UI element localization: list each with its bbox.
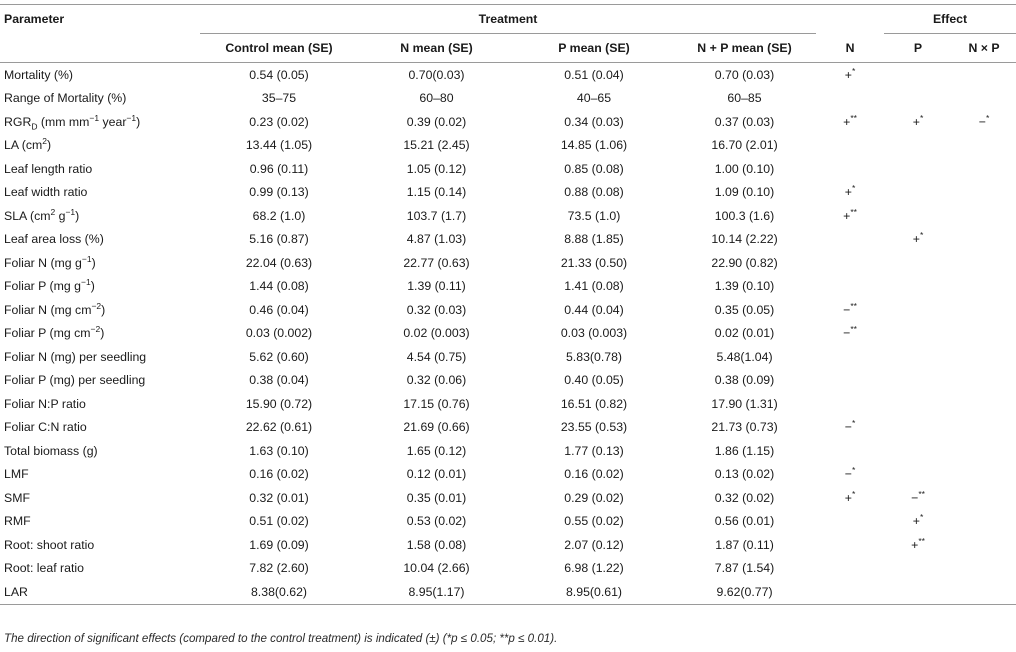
effect-p-header: P (884, 34, 952, 63)
effect-n-cell (816, 298, 884, 322)
np-value-cell: 1.87 (0.11) (715, 537, 774, 552)
control-value-cell: 1.44 (0.08) (249, 279, 309, 294)
table-row (0, 157, 1016, 181)
effect-np-cell (952, 439, 1016, 463)
p-value-cell: 0.44 (0.04) (564, 302, 624, 317)
n-value-cell: 0.70(0.03) (408, 67, 465, 82)
effect-sign: + (844, 185, 852, 200)
np-value-cell: 5.48(1.04) (716, 349, 773, 364)
effect-p-cell (884, 557, 952, 581)
effect-p-cell (884, 298, 952, 322)
np-value-cell: 0.56 (0.01) (714, 514, 775, 529)
control-value-cell: 8.38(0.62) (200, 580, 358, 604)
effect-np-cell (952, 204, 1016, 228)
parameter-header: Parameter (0, 5, 200, 34)
parameter-cell (0, 298, 200, 322)
parameter-text-part: LA (cm (4, 138, 43, 153)
effect-n-cell (816, 416, 884, 440)
parameter-text-part: ) (75, 208, 80, 223)
p-value-cell: 8.95(0.61) (515, 580, 673, 604)
control-value-cell: 1.69 (0.09) (249, 537, 309, 552)
control-value-cell: 0.46 (0.04) (249, 302, 309, 317)
effect-np-cell (952, 463, 1016, 487)
n-value-cell: 0.53 (0.02) (406, 514, 467, 529)
parameter-cell (0, 345, 200, 369)
n-value-cell: 1.05 (0.12) (406, 161, 467, 176)
parameter-cell (0, 486, 200, 510)
table-row (0, 298, 1016, 322)
table-row (0, 275, 1016, 299)
parameter-cell (0, 134, 200, 158)
table-row (0, 345, 1016, 369)
effect-p-cell (884, 439, 952, 463)
effect-n-cell (816, 463, 884, 487)
parameter-text-part: ) (100, 326, 105, 341)
p-value-cell: 0.55 (0.02) (564, 514, 624, 529)
effect-p-cell (884, 580, 952, 604)
p-value-cell: 1.41 (0.08) (564, 279, 624, 294)
n-value-cell: 60–80 (419, 91, 454, 106)
effect-p-cell (884, 392, 952, 416)
p-value-cell: 21.33 (0.50) (560, 255, 628, 270)
significance-mark: * (851, 183, 856, 194)
n-value-cell: 1.65 (0.12) (406, 443, 467, 458)
table-row (0, 439, 1016, 463)
parameter-text-part: Root: leaf ratio (4, 561, 84, 576)
effect-sign: − (843, 302, 851, 317)
significance-mark: ** (850, 324, 857, 335)
significance-mark: ** (918, 488, 925, 499)
control-value-cell: 0.03 (0.002) (245, 326, 313, 341)
effect-n-cell (816, 345, 884, 369)
effect-np-cell (952, 416, 1016, 440)
effect-n-cell (816, 134, 884, 158)
n-value-cell: 0.32 (0.06) (406, 373, 467, 388)
effect-sign: + (843, 208, 851, 223)
table-row (0, 416, 1016, 440)
effect-np-cell (952, 110, 1016, 134)
table-row (0, 251, 1016, 275)
p-value-cell: 0.03 (0.003) (560, 326, 628, 341)
parameter-text-part: g (55, 208, 66, 223)
parameter-cell (0, 463, 200, 487)
parameter-text-part: Foliar N (mg cm (4, 302, 92, 317)
np-value-cell: 1.86 (1.15) (714, 443, 775, 458)
p-mean-header: P mean (SE) (515, 34, 673, 63)
control-value-cell: 0.51 (0.02) (249, 514, 309, 529)
significance-mark: * (919, 512, 924, 523)
control-value-cell: 0.54 (0.05) (249, 67, 309, 82)
effect-p-cell (884, 486, 952, 510)
parameter-text-part: Total biomass (g) (4, 443, 98, 458)
control-value-cell: 0.23 (0.02) (249, 114, 309, 129)
parameter-cell (0, 63, 200, 87)
parameter-cell (0, 510, 200, 534)
parameter-text-part: SLA (cm (4, 208, 51, 223)
p-value-cell: 16.51 (0.82) (560, 396, 628, 411)
p-value-cell: 0.51 (0.04) (564, 67, 624, 82)
n-value-cell: 1.58 (0.08) (406, 537, 467, 552)
effect-sign: + (843, 114, 851, 129)
parameter-text-part: −1 (126, 112, 137, 123)
parameter-cell (0, 416, 200, 440)
effect-sign: + (844, 67, 852, 82)
control-value-cell: 1.63 (0.10) (249, 443, 309, 458)
effect-np-cell (952, 392, 1016, 416)
np-value-cell: 60–85 (727, 91, 762, 106)
effect-sign: − (843, 326, 851, 341)
parameter-text-part: Leaf length ratio (4, 161, 93, 176)
table-row (0, 63, 1016, 87)
effect-n-cell (816, 533, 884, 557)
parameter-cell (0, 439, 200, 463)
p-value-cell: 0.40 (0.05) (564, 373, 624, 388)
n-value-cell: 0.39 (0.02) (406, 114, 467, 129)
n-value-cell: 0.35 (0.01) (406, 490, 467, 505)
parameter-text-part: −1 (65, 206, 76, 217)
parameter-cell (0, 557, 200, 581)
effect-np-cell (952, 580, 1016, 604)
significance-mark: ** (850, 112, 857, 123)
p-value-cell: 23.55 (0.53) (560, 420, 628, 435)
effect-sign: − (844, 420, 852, 435)
parameter-cell (0, 580, 200, 604)
parameter-text-part: SMF (4, 490, 30, 505)
parameter-text-part: ) (91, 255, 96, 270)
parameter-text-part: Foliar P (mg) per seedling (4, 373, 146, 388)
table-row (0, 510, 1016, 534)
effect-p-cell (884, 322, 952, 346)
parameter-text-part: 2 (50, 206, 56, 217)
effect-np-cell (952, 510, 1016, 534)
table-row (0, 557, 1016, 581)
effect-p-cell (884, 251, 952, 275)
effect-n-cell (816, 369, 884, 393)
effect-np-cell (952, 63, 1016, 87)
control-value-cell: 68.2 (1.0) (252, 208, 306, 223)
parameter-cell (0, 181, 200, 205)
p-value-cell: 0.16 (0.02) (564, 467, 624, 482)
effect-np-cell (952, 275, 1016, 299)
effect-n-cell (816, 557, 884, 581)
effect-np-header: N × P (952, 34, 1016, 63)
parameter-text-part: (mm mm (37, 114, 90, 129)
control-value-cell: 0.16 (0.02) (249, 467, 309, 482)
effect-np-cell (952, 533, 1016, 557)
np-value-cell: 100.3 (1.6) (714, 208, 775, 223)
parameter-text-part: RGR (4, 114, 32, 129)
np-value-cell: 1.39 (0.10) (714, 279, 775, 294)
control-value-cell: 0.38 (0.04) (249, 373, 309, 388)
effect-sign: + (844, 490, 852, 505)
n-value-cell: 103.7 (1.7) (406, 208, 467, 223)
effect-sign: − (978, 114, 986, 129)
significance-mark: * (851, 488, 856, 499)
n-value-cell: 4.54 (0.75) (406, 349, 467, 364)
parameter-text-part: Foliar N (mg g (4, 255, 82, 270)
table-row (0, 134, 1016, 158)
np-value-cell: 0.13 (0.02) (714, 467, 775, 482)
p-value-cell: 14.85 (1.06) (560, 138, 628, 153)
table-row (0, 463, 1016, 487)
control-value-cell: 5.16 (0.87) (249, 232, 309, 247)
n-value-cell: 10.04 (2.66) (403, 561, 470, 576)
parameter-text-part: 2 (42, 136, 47, 147)
effect-n-cell (816, 322, 884, 346)
effect-n-cell (816, 486, 884, 510)
np-value-cell: 0.38 (0.09) (714, 373, 775, 388)
significance-mark: ** (850, 206, 857, 217)
p-value-cell: 0.88 (0.08) (564, 185, 624, 200)
effect-n-cell (816, 251, 884, 275)
n-value-cell: 0.32 (0.03) (406, 302, 467, 317)
table-row (0, 322, 1016, 346)
table-row (0, 369, 1016, 393)
parameter-cell (0, 275, 200, 299)
effect-n-cell (816, 392, 884, 416)
effect-p-cell (884, 134, 952, 158)
effect-n-cell (816, 439, 884, 463)
effect-header: Effect (884, 5, 1016, 34)
effect-np-cell (952, 181, 1016, 205)
parameter-text-part: −2 (91, 300, 102, 311)
table-row (0, 110, 1016, 134)
np-value-cell: 21.73 (0.73) (711, 420, 778, 435)
parameter-text-part: LAR (4, 584, 28, 599)
effect-sign: + (912, 514, 920, 529)
p-value-cell: 8.88 (1.85) (564, 232, 624, 247)
effect-np-cell (952, 134, 1016, 158)
np-value-cell: 0.02 (0.01) (714, 326, 775, 341)
effect-p-cell (884, 533, 952, 557)
effect-n-cell (816, 204, 884, 228)
treatment-header: Treatment (200, 5, 816, 34)
effect-p-cell (884, 463, 952, 487)
parameter-text-part: year (99, 114, 127, 129)
parameter-cell (0, 369, 200, 393)
n-value-cell: 22.77 (0.63) (403, 255, 470, 270)
significance-mark: * (851, 465, 856, 476)
significance-mark: * (919, 230, 924, 241)
control-mean-header: Control mean (SE) (200, 34, 358, 63)
n-mean-header: N mean (SE) (358, 34, 515, 63)
effect-p-cell (884, 369, 952, 393)
np-value-cell: 1.00 (0.10) (714, 161, 775, 176)
control-value-cell: 7.82 (2.60) (249, 561, 309, 576)
table-row (0, 486, 1016, 510)
header-row-group (0, 5, 1016, 34)
effect-p-cell (884, 275, 952, 299)
effect-n-cell (816, 157, 884, 181)
np-value-cell: 0.70 (0.03) (714, 67, 775, 82)
significance-mark: ** (918, 535, 925, 546)
parameter-text-part: ) (47, 138, 52, 153)
effect-n-cell (816, 181, 884, 205)
control-value-cell: 0.96 (0.11) (249, 161, 309, 176)
table-body (0, 63, 1016, 605)
parameter-text-part: Leaf width ratio (4, 185, 88, 200)
effect-n-cell (816, 275, 884, 299)
p-value-cell: 0.34 (0.03) (564, 114, 624, 129)
effect-p-cell (884, 157, 952, 181)
effect-np-cell (952, 157, 1016, 181)
np-value-cell: 1.09 (0.10) (714, 185, 775, 200)
parameter-cell (0, 392, 200, 416)
np-value-cell: 9.62(0.77) (673, 580, 816, 604)
significance-mark: * (985, 112, 990, 123)
parameter-cell (0, 228, 200, 252)
effect-sign: − (911, 490, 919, 505)
effect-sign: + (912, 232, 920, 247)
parameter-text-part: Leaf area loss (%) (4, 232, 104, 247)
p-value-cell: 6.98 (1.22) (564, 561, 624, 576)
effect-p-cell (884, 63, 952, 87)
effect-n-cell (816, 63, 884, 87)
results-table (0, 4, 1016, 605)
parameter-text-part: Foliar N (mg) per seedling (4, 349, 147, 364)
parameter-text-part: Foliar P (mg g (4, 279, 81, 294)
control-value-cell: 35–75 (261, 91, 297, 106)
control-value-cell: 22.04 (0.63) (245, 255, 313, 270)
parameter-text-part: −2 (90, 324, 101, 335)
effect-sign: + (912, 114, 920, 129)
effect-p-cell (884, 416, 952, 440)
parameter-cell (0, 87, 200, 111)
p-value-cell: 0.85 (0.08) (564, 161, 624, 176)
effect-p-cell (884, 228, 952, 252)
control-value-cell: 22.62 (0.61) (245, 420, 313, 435)
effect-n-cell (816, 510, 884, 534)
effect-np-cell (952, 298, 1016, 322)
control-value-cell: 15.90 (0.72) (245, 396, 313, 411)
n-value-cell: 0.02 (0.003) (403, 326, 470, 341)
effect-n-cell (816, 580, 884, 604)
effect-p-cell (884, 345, 952, 369)
effect-p-cell (884, 510, 952, 534)
effect-sign: − (844, 467, 852, 482)
np-value-cell: 17.90 (1.31) (711, 396, 778, 411)
effect-np-cell (952, 322, 1016, 346)
parameter-text-part: Range of Mortality (%) (4, 91, 127, 106)
n-value-cell: 8.95(1.17) (358, 580, 515, 604)
p-value-cell: 1.77 (0.13) (564, 443, 624, 458)
n-value-cell: 0.12 (0.01) (406, 467, 467, 482)
p-value-cell: 40–65 (576, 91, 612, 106)
parameter-text-part: LMF (4, 467, 29, 482)
np-value-cell: 0.37 (0.03) (714, 114, 775, 129)
n-value-cell: 1.39 (0.11) (407, 279, 466, 294)
n-value-cell: 17.15 (0.76) (403, 396, 470, 411)
parameter-text-part: RMF (4, 514, 31, 529)
parameter-text-part: D (31, 121, 38, 132)
significance-mark: * (851, 418, 856, 429)
parameter-cell (0, 251, 200, 275)
p-value-cell: 2.07 (0.12) (564, 537, 624, 552)
parameter-text-part: ) (90, 279, 95, 294)
effect-p-cell (884, 181, 952, 205)
effect-np-cell (952, 345, 1016, 369)
parameter-text-part: −1 (89, 112, 100, 123)
control-value-cell: 0.99 (0.13) (249, 185, 309, 200)
effect-np-cell (952, 557, 1016, 581)
parameter-cell (0, 157, 200, 181)
parameter-text-part: Root: shoot ratio (4, 537, 95, 552)
np-value-cell: 10.14 (2.22) (711, 232, 778, 247)
parameter-text-part: Foliar N:P ratio (4, 396, 86, 411)
p-value-cell: 0.29 (0.02) (564, 490, 624, 505)
np-value-cell: 7.87 (1.54) (714, 561, 775, 576)
effect-sign: + (911, 537, 919, 552)
parameter-text-part: Foliar P (mg cm (4, 326, 91, 341)
parameter-text-part: Mortality (%) (4, 67, 74, 82)
np-value-cell: 0.35 (0.05) (714, 302, 775, 317)
effect-np-cell (952, 228, 1016, 252)
effect-np-cell (952, 87, 1016, 111)
parameter-text-part: −1 (81, 277, 91, 288)
n-value-cell: 15.21 (2.45) (403, 138, 470, 153)
table-row (0, 392, 1016, 416)
significance-mark: ** (850, 300, 857, 311)
p-value-cell: 5.83(0.78) (565, 349, 623, 364)
parameter-text-part: −1 (81, 253, 92, 264)
header-row-columns (0, 34, 1016, 63)
np-value-cell: 22.90 (0.82) (711, 255, 778, 270)
effect-n-header: N (816, 34, 884, 63)
control-value-cell: 5.62 (0.60) (249, 349, 309, 364)
significance-mark: * (919, 112, 924, 123)
parameter-text-part: ) (136, 114, 141, 129)
parameter-cell (0, 322, 200, 346)
effect-p-cell (884, 87, 952, 111)
table-row (0, 87, 1016, 111)
parameter-cell (0, 533, 200, 557)
effect-p-cell (884, 110, 952, 134)
effect-n-cell (816, 87, 884, 111)
control-value-cell: 0.32 (0.01) (249, 490, 309, 505)
effect-np-cell (952, 369, 1016, 393)
control-value-cell: 13.44 (1.05) (245, 138, 313, 153)
table-row (0, 204, 1016, 228)
table-row (0, 580, 1016, 604)
n-value-cell: 4.87 (1.03) (406, 232, 467, 247)
effect-n-cell (816, 228, 884, 252)
n-value-cell: 21.69 (0.66) (403, 420, 470, 435)
table-row (0, 228, 1016, 252)
parameter-text-part: Foliar C:N ratio (4, 420, 87, 435)
p-value-cell: 73.5 (1.0) (567, 208, 621, 223)
effect-np-cell (952, 251, 1016, 275)
parameter-text-part: ) (101, 302, 106, 317)
table-footnote: The direction of significant effects (compared to the control treatment) is indicated (±) (*p ≤ 0.05; **p ≤ 0.01). (4, 632, 558, 645)
n-value-cell: 1.15 (0.14) (406, 185, 467, 200)
np-value-cell: 16.70 (2.01) (711, 138, 778, 153)
significance-mark: * (851, 65, 856, 76)
table-row (0, 533, 1016, 557)
effect-np-cell (952, 486, 1016, 510)
np-mean-header: N + P mean (SE) (673, 34, 816, 63)
parameter-cell (0, 110, 200, 134)
effect-p-cell (884, 204, 952, 228)
effect-n-cell (816, 110, 884, 134)
np-value-cell: 0.32 (0.02) (714, 490, 775, 505)
parameter-cell (0, 204, 200, 228)
table-row (0, 181, 1016, 205)
